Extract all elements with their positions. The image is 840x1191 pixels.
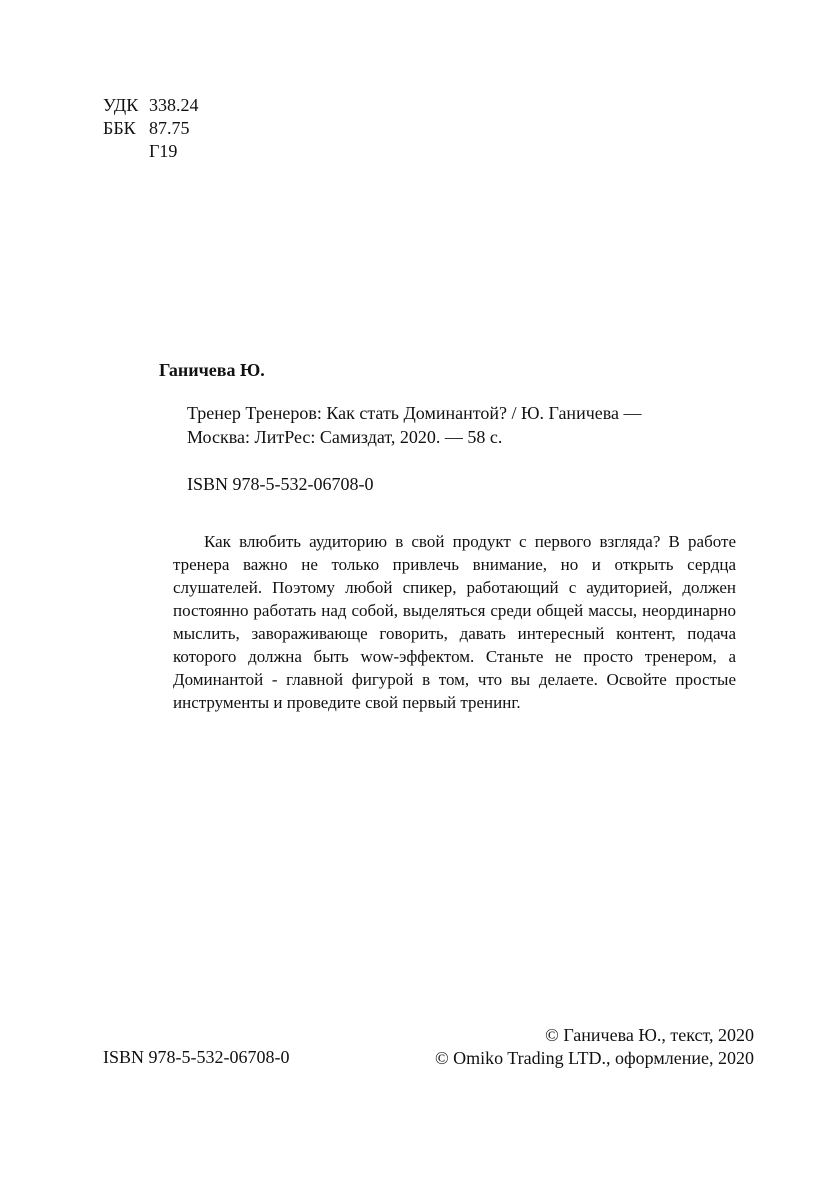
bbk-value: 87.75 xyxy=(149,118,190,138)
biblio-line-imprint: Москва: ЛитРес: Самиздат, 2020. — 58 с. xyxy=(187,427,503,447)
isbn-main: ISBN 978-5-532-06708-0 xyxy=(187,474,374,494)
copyright-text-line: © Ганичева Ю., текст, 2020 xyxy=(545,1025,754,1045)
bbk-row xyxy=(103,117,199,140)
author-mark-row xyxy=(103,140,199,163)
bibliographic-description xyxy=(187,401,642,449)
copyright-design-line: © Omiko Trading LTD., оформление, 2020 xyxy=(434,1048,754,1068)
isbn-footer: ISBN 978-5-532-06708-0 xyxy=(103,1047,290,1067)
udk-value: 338.24 xyxy=(149,95,199,115)
author-heading: Ганичева Ю. xyxy=(159,360,265,380)
udk-row xyxy=(103,94,199,117)
annotation-paragraph: Как влюбить аудиторию в свой продукт с первого взгляда? В работе тренера важно не только привлечь внимание, но и открыть сердца слушателей. Поэтому любой спикер, работающий с аудиторией, должен постоянно работать над собой, выделяться среди общей массы, неординарно мыслить, завораживающе говорить, давать интересный контент, подача которого должна быть wow-эффектом. Станьте не просто тренером, а Доминантой - главной фигурой в том, что вы делаете. Освойте простые инструменты и проведите свой первый тренинг. xyxy=(173,532,736,712)
biblio-line-title: Тренер Тренеров: Как стать Доминантой? / Ю. Ганичева — xyxy=(187,403,642,423)
copyright-block xyxy=(435,1024,754,1070)
author-mark: Г19 xyxy=(149,141,178,161)
udk-label: УДК xyxy=(103,95,139,115)
classification-codes xyxy=(103,94,199,163)
bbk-label: ББК xyxy=(103,118,136,138)
